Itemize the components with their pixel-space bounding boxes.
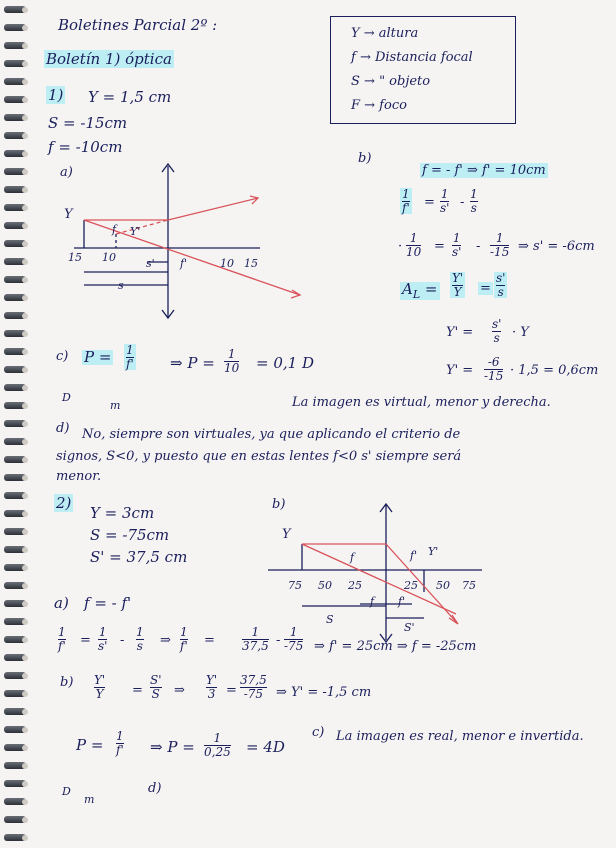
p1-tick-10-right: 10 [220,257,234,270]
p2-a-line1: f = - f' [84,594,132,612]
p1-part-c-label: c) [56,349,69,364]
legend-row-3: S → " objeto [351,74,431,89]
p2-tick-25-right: 25 [404,579,418,592]
p1-c-frac: 1 f' [126,343,134,371]
p2-a-result: ⇒ f' = 25cm ⇒ f = -25cm [314,639,477,654]
p1-part-d-label: d) [56,421,70,436]
p2-part-c-label: c) [312,725,325,740]
p2-b-implies: ⇒ [174,683,185,698]
p1-d-text-3: menor. [56,469,102,484]
p1-diagram-fprime-label: f' [180,257,188,270]
p2-b-result: ⇒ Y' = -1,5 cm [276,685,372,700]
p2-diagram-sprime-label: S' [404,621,415,634]
p1-b-al-eq: = [480,281,491,296]
p1-diagram-f-label: f [112,223,117,236]
p1-b-calc-result: ⇒ s' = -6cm [518,239,595,254]
p1-tick-10-left: 10 [102,251,116,264]
p1-b-minus-sign: - [460,195,465,210]
p1-c-formula: P = [84,348,112,366]
p2-diagram-fprime-label: f' [410,549,418,562]
p1-part-b-label: b) [358,151,372,166]
p2-p-mid: ⇒ P = [150,738,195,756]
p1-diagram-sprime-label: s' [146,257,155,270]
p1-b-yprime-tail2: · 1,5 = 0,6cm [510,363,599,378]
p2-c-conclusion: La imagen es real, menor e invertida. [336,729,584,744]
p1-c-result-prefix: ⇒ P = [170,354,215,372]
p2-a-frac-4: 1 f' [180,625,188,653]
p1-tick-15-right: 15 [244,257,258,270]
p1-b-calc-eq: = [434,239,445,254]
p1-b-calc-frac2: 1 s' [452,231,462,259]
legend-row-2: f → Distancia focal [351,50,473,65]
p2-p-formula: P = [76,736,104,754]
page-title: Boletines Parcial 2º : [58,16,218,34]
p2-diagram-y-label: Y [282,527,291,542]
p2-tick-50-left: 50 [318,579,332,592]
p1-b-frac-1s-prime: 1 s' [440,187,450,215]
p1-c-note-m: m [110,399,121,412]
p1-c-result: = 0,1 D [256,354,314,372]
p2-diagram-small-fprime: f' [398,595,406,608]
p1-b-frac-1f: 1 f' [402,187,410,215]
p1-tick-15-left: 15 [68,251,82,264]
p1-b-al-label: $A_L$ = [402,280,438,301]
p2-diagram-s-label: S [326,613,334,626]
p2-given-sprime: S' = 37,5 cm [90,548,188,566]
p2-a-frac-3: 1 s [136,625,144,653]
p2-b-frac-4: 37,5 -75 [240,673,267,701]
p2-note-d: D [62,785,71,798]
p2-tick-75-left: 75 [288,579,302,592]
p1-given-y: Y = 1,5 cm [88,88,172,106]
p2-b-eq: = [132,683,143,698]
page-subtitle: Boletín 1) óptica [46,50,172,68]
p1-b-frac-1s: 1 s [470,187,478,215]
p2-diagram-yprime-label: Y' [428,545,439,558]
p2-p-frac2: 1 0,25 [204,731,231,759]
p2-tick-50-right: 50 [436,579,450,592]
p2-a-minus: - [120,633,125,648]
p2-b-frac-2: S' S [150,673,162,701]
p2-tick-75-right: 75 [462,579,476,592]
p2-given-y: Y = 3cm [90,504,155,522]
p1-b-yprime-2: Y' = [446,363,474,378]
p2-a-implies: ⇒ [160,633,171,648]
p2-p-frac: 1 f' [116,729,124,757]
p1-b-yprime-frac2: -6 -15 [484,355,504,383]
p1-b-yprime-1: Y' = [446,325,474,340]
problem-1-number: 1) [48,86,64,104]
p2-part-b-label: b) [272,497,286,512]
p2-a-eq2: = [204,633,215,648]
p1-c-note-d: D [62,391,71,404]
p1-b-calc-frac3: 1 -15 [490,231,510,259]
p1-b-line1: f = - f' ⇒ f' = 10cm [422,163,546,178]
p1-b-yprime-frac1: s' s [492,317,502,345]
p2-a-frac-2: 1 s' [98,625,108,653]
p1-diagram-yprime-label: Y' [130,225,141,238]
problem-2-number: 2) [56,494,72,512]
p1-b-al-frac2: s' s [496,271,506,299]
p2-a-frac-1: 1 f' [58,625,66,653]
p2-b-eq2: = [226,683,237,698]
p2-p-result: = 4D [246,738,285,756]
p2-a-minus2: - [276,633,281,648]
p1-c-conclusion: La imagen es virtual, menor y derecha. [292,395,551,410]
p1-diagram-y-label: Y [64,207,73,222]
p2-a-eq: = [80,633,91,648]
p2-part-d-label: d) [148,781,162,796]
p1-b-eq-sign: = [424,195,435,210]
p1-given-s: S = -15cm [48,114,128,132]
p2-note-m: m [84,793,95,806]
p2-b-frac-3: Y' 3 [206,673,218,701]
p2-part-a-label: a) [54,594,69,612]
p1-diagram-s-label: s [118,279,124,292]
p1-given-f: f = -10cm [48,138,123,156]
p1-b-dot: · [398,239,403,254]
p2-tick-25-left: 25 [348,579,362,592]
p2-a-frac-6: 1 -75 [284,625,304,653]
p2-b-frac-1: Y' Y [94,673,106,701]
legend-row-4: F → foco [351,98,407,113]
p1-b-al-frac1: Y' Y [452,271,464,299]
p1-b-calc-minus: - [476,239,481,254]
legend-row-1: Y → altura [351,26,419,41]
p1-part-a-label: a) [60,165,73,180]
p1-b-yprime-tail1: · Y [512,325,529,340]
p2-diagram-small-f: f [370,595,375,608]
p1-d-text-1: No, siempre son virtuales, ya que aplicando el criterio de [82,427,461,442]
p1-b-calc-frac1: 1 10 [406,231,422,259]
p2-diagram-f-label: f [350,551,355,564]
p2-a-frac-5: 1 37,5 [242,625,269,653]
p2-given-s: S = -75cm [90,526,170,544]
p1-c-frac2: 1 10 [224,347,240,375]
p2-part-b2-label: b) [60,675,74,690]
p1-d-text-2: signos, S<0, y puesto que en estas lentes f<0 s' siempre será [56,449,462,464]
